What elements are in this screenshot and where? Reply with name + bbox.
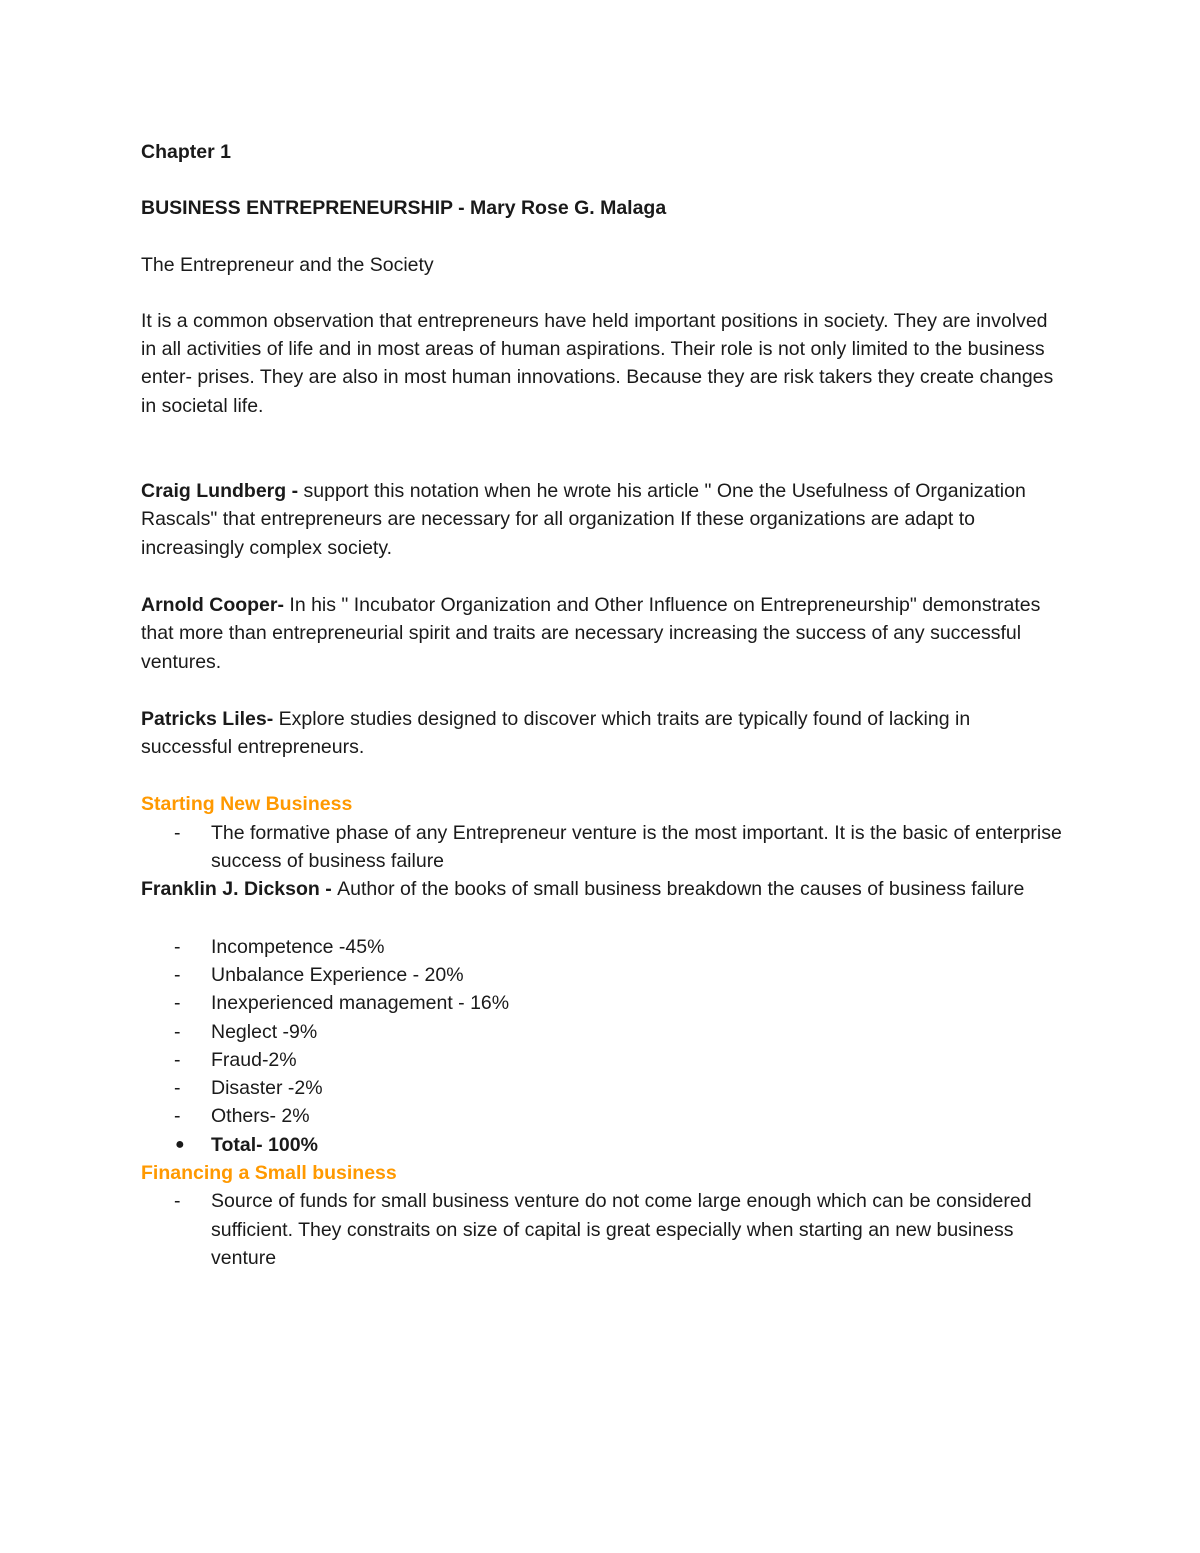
list-item <box>141 1187 1066 1272</box>
list-item-text: Others- 2% <box>211 1105 310 1128</box>
list-item <box>141 1018 1066 1046</box>
section-subtitle: The Entrepreneur and the Society <box>141 253 434 276</box>
list-item-text: Unbalance Experience - 20% <box>211 963 464 986</box>
list-item <box>141 989 1066 1017</box>
person-text: support this notation when he wrote his article " One the Usefulness of Organization Rascals" that entrepreneurs are necessary for all organization If these organizations are adapt to increasingly complex society. <box>141 480 1026 559</box>
list-item-text: Neglect -9% <box>211 1020 318 1043</box>
dash-marker: - <box>174 963 181 986</box>
list-item-text: Source of funds for small business venture do not come large enough which can be considered sufficient. They constraits on size of capital is great especially when starting an new business venture <box>211 1190 1032 1269</box>
failure-causes-list <box>141 933 1066 1159</box>
list-item <box>141 961 1066 989</box>
dash-marker: - <box>174 1020 181 1043</box>
list-item <box>141 819 1066 876</box>
person-name: Patricks Liles- <box>141 707 274 730</box>
dash-marker: - <box>174 1077 181 1100</box>
person-text: Author of the books of small business breakdown the causes of business failure <box>337 878 1025 901</box>
list-item-text: Inexperienced management - 16% <box>211 992 510 1015</box>
bullet-icon: ● <box>175 1135 185 1153</box>
dash-marker: - <box>174 1048 181 1071</box>
list-item <box>141 1046 1066 1074</box>
person-paragraph-dickson <box>141 875 1066 903</box>
person-name: Arnold Cooper- <box>141 593 284 616</box>
person-text: Explore studies designed to discover which traits are typically found of lacking in successful entrepreneurs. <box>141 707 971 759</box>
financing-list <box>141 1187 1066 1272</box>
dash-marker: - <box>174 1105 181 1128</box>
list-item-total <box>141 1131 1066 1159</box>
heading-financing-small-business: Financing a Small business <box>141 1162 397 1185</box>
intro-paragraph: It is a common observation that entrepreneurs have held important positions in society. They are involved in all activities of life and in most areas of human aspirations. Their role is not only limited to the business enter- prises. They are also in most human innovations. Because they are risk takers they create changes in societal life. <box>141 309 1054 417</box>
dash-marker: - <box>174 821 181 844</box>
list-item-text: Fraud-2% <box>211 1048 297 1071</box>
person-paragraph-liles <box>141 705 1066 762</box>
heading-starting-new-business: Starting New Business <box>141 793 353 816</box>
list-item-text: Incompetence -45% <box>211 935 385 958</box>
starting-business-list <box>141 819 1066 876</box>
document-title: BUSINESS ENTREPRENEURSHIP - Mary Rose G. Malaga <box>141 197 667 220</box>
dash-marker: - <box>174 935 181 958</box>
list-item <box>141 933 1066 961</box>
dash-marker: - <box>174 992 181 1015</box>
list-item-text: Disaster -2% <box>211 1077 323 1100</box>
dash-marker: - <box>174 1190 181 1213</box>
list-item <box>141 1074 1066 1102</box>
document-page <box>141 138 1066 1272</box>
person-name: Craig Lundberg - <box>141 480 304 503</box>
person-name: Franklin J. Dickson - <box>141 878 338 901</box>
person-paragraph-cooper <box>141 591 1066 676</box>
list-item-text: The formative phase of any Entrepreneur venture is the most important. It is the basic of enterprise success of business failure <box>211 821 1062 873</box>
chapter-label: Chapter 1 <box>141 141 231 163</box>
person-text: In his " Incubator Organization and Other Influence on Entrepreneurship" demonstrates that more than entrepreneurial spirit and traits are necessary increasing the success of any successful ventures. <box>141 593 1041 673</box>
list-item-text: Total- 100% <box>211 1133 318 1156</box>
person-paragraph-lundberg <box>141 477 1066 562</box>
list-item <box>141 1102 1066 1130</box>
